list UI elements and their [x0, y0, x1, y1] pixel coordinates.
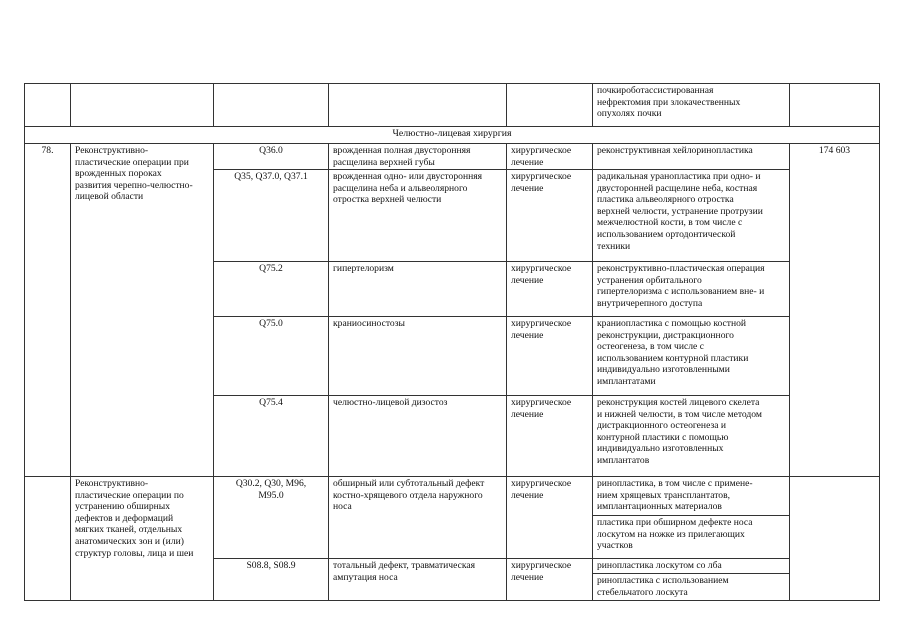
treatment-method: ринопластика, в том числе с примене- нием хрящевых трансплантатов, имплантационных материалов — [593, 477, 790, 516]
method-cell: почкироботассистированная нефректомия при злокачественных опухолях почки — [593, 84, 790, 127]
table-row — [25, 477, 880, 516]
medical-care-table — [24, 83, 880, 601]
patient-model: челюстно-лицевой дизостоз — [329, 396, 507, 477]
patient-model: тотальный дефект, травматическая ампутация носа — [329, 559, 507, 601]
diagnosis-codes: S08.8, S08.9 — [214, 559, 329, 601]
patient-model: гипертелоризм — [329, 262, 507, 317]
treatment-method: ринопластика с использованием стебельчатого лоскута — [593, 574, 790, 601]
diagnosis-codes: Q75.4 — [214, 396, 329, 477]
treatment-method: реконструктивная хейлоринопластика — [593, 144, 790, 170]
treatment-method: реконструкция костей лицевого скелета и нижней челюсти, в том числе методом дистракционного остеогенеза и контурной пластики с помощью индивидуально изготовленных имплантатов — [593, 396, 790, 477]
patient-model: краниосиностозы — [329, 317, 507, 396]
treatment-type: хирургическое лечение — [507, 170, 593, 262]
diagnosis-codes: Q30.2, Q30, M96, M95.0 — [214, 477, 329, 559]
treatment-type: хирургическое лечение — [507, 396, 593, 477]
treatment-method: краниопластика с помощью костной реконструкции, дистракционного остеогенеза, в том числе с использованием контурной пластики индивидуально изготовленными имплантатами — [593, 317, 790, 396]
diagnosis-codes: Q36.0 — [214, 144, 329, 170]
treatment-type: хирургическое лечение — [507, 262, 593, 317]
table-row — [25, 144, 880, 170]
section-title: Челюстно-лицевая хирургия — [25, 127, 880, 144]
patient-model: врожденная полная двусторонняя расщелина верхней губы — [329, 144, 507, 170]
group-name-cell — [71, 84, 214, 127]
diagnosis-codes: Q75.0 — [214, 317, 329, 396]
table-row — [25, 84, 880, 127]
group-name: Реконструктивно- пластические операции при врожденных пороках развития черепно-челюстно- лицевой области — [71, 144, 214, 477]
treatment-method: реконструктивно-пластическая операция устранения орбитального гипертелоризма с использованием вне- и внутричерепного доступа — [593, 262, 790, 317]
treatment-type: хирургическое лечение — [507, 317, 593, 396]
cost-cell — [790, 477, 880, 601]
treatment-type: хирургическое лечение — [507, 559, 593, 601]
treatment-cell — [507, 84, 593, 127]
section-heading-row — [25, 127, 880, 144]
number-cell — [25, 84, 71, 127]
diagnosis-codes: Q35, Q37.0, Q37.1 — [214, 170, 329, 262]
model-cell — [329, 84, 507, 127]
treatment-method: ринопластика лоскутом со лба — [593, 559, 790, 574]
patient-model: обширный или субтотальный дефект костно-хрящевого отдела наружного носа — [329, 477, 507, 559]
cost-value: 174 603 — [790, 144, 880, 477]
row-number: 78. — [25, 144, 71, 477]
treatment-method: пластика при обширном дефекте носа лоскутом на ножке из прилегающих участков — [593, 516, 790, 559]
diagnosis-codes: Q75.2 — [214, 262, 329, 317]
treatment-type: хирургическое лечение — [507, 477, 593, 559]
codes-cell — [214, 84, 329, 127]
treatment-method: радикальная уранопластика при одно- и двусторонней расщелине неба, костная пластика альвеолярного отростка верхней челюсти, устранение протрузии межчелюстной кости, в том числе с использованием ортодонтической техники — [593, 170, 790, 262]
group-name: Реконструктивно- пластические операции по устранению обширных дефектов и деформаций мягких тканей, отдельных анатомических зон и (или) структур головы, лица и шеи — [71, 477, 214, 601]
cost-cell — [790, 84, 880, 127]
patient-model: врожденная одно- или двусторонняя расщелина неба и альвеолярного отростка верхней челюсти — [329, 170, 507, 262]
row-number — [25, 477, 71, 601]
treatment-type: хирургическое лечение — [507, 144, 593, 170]
